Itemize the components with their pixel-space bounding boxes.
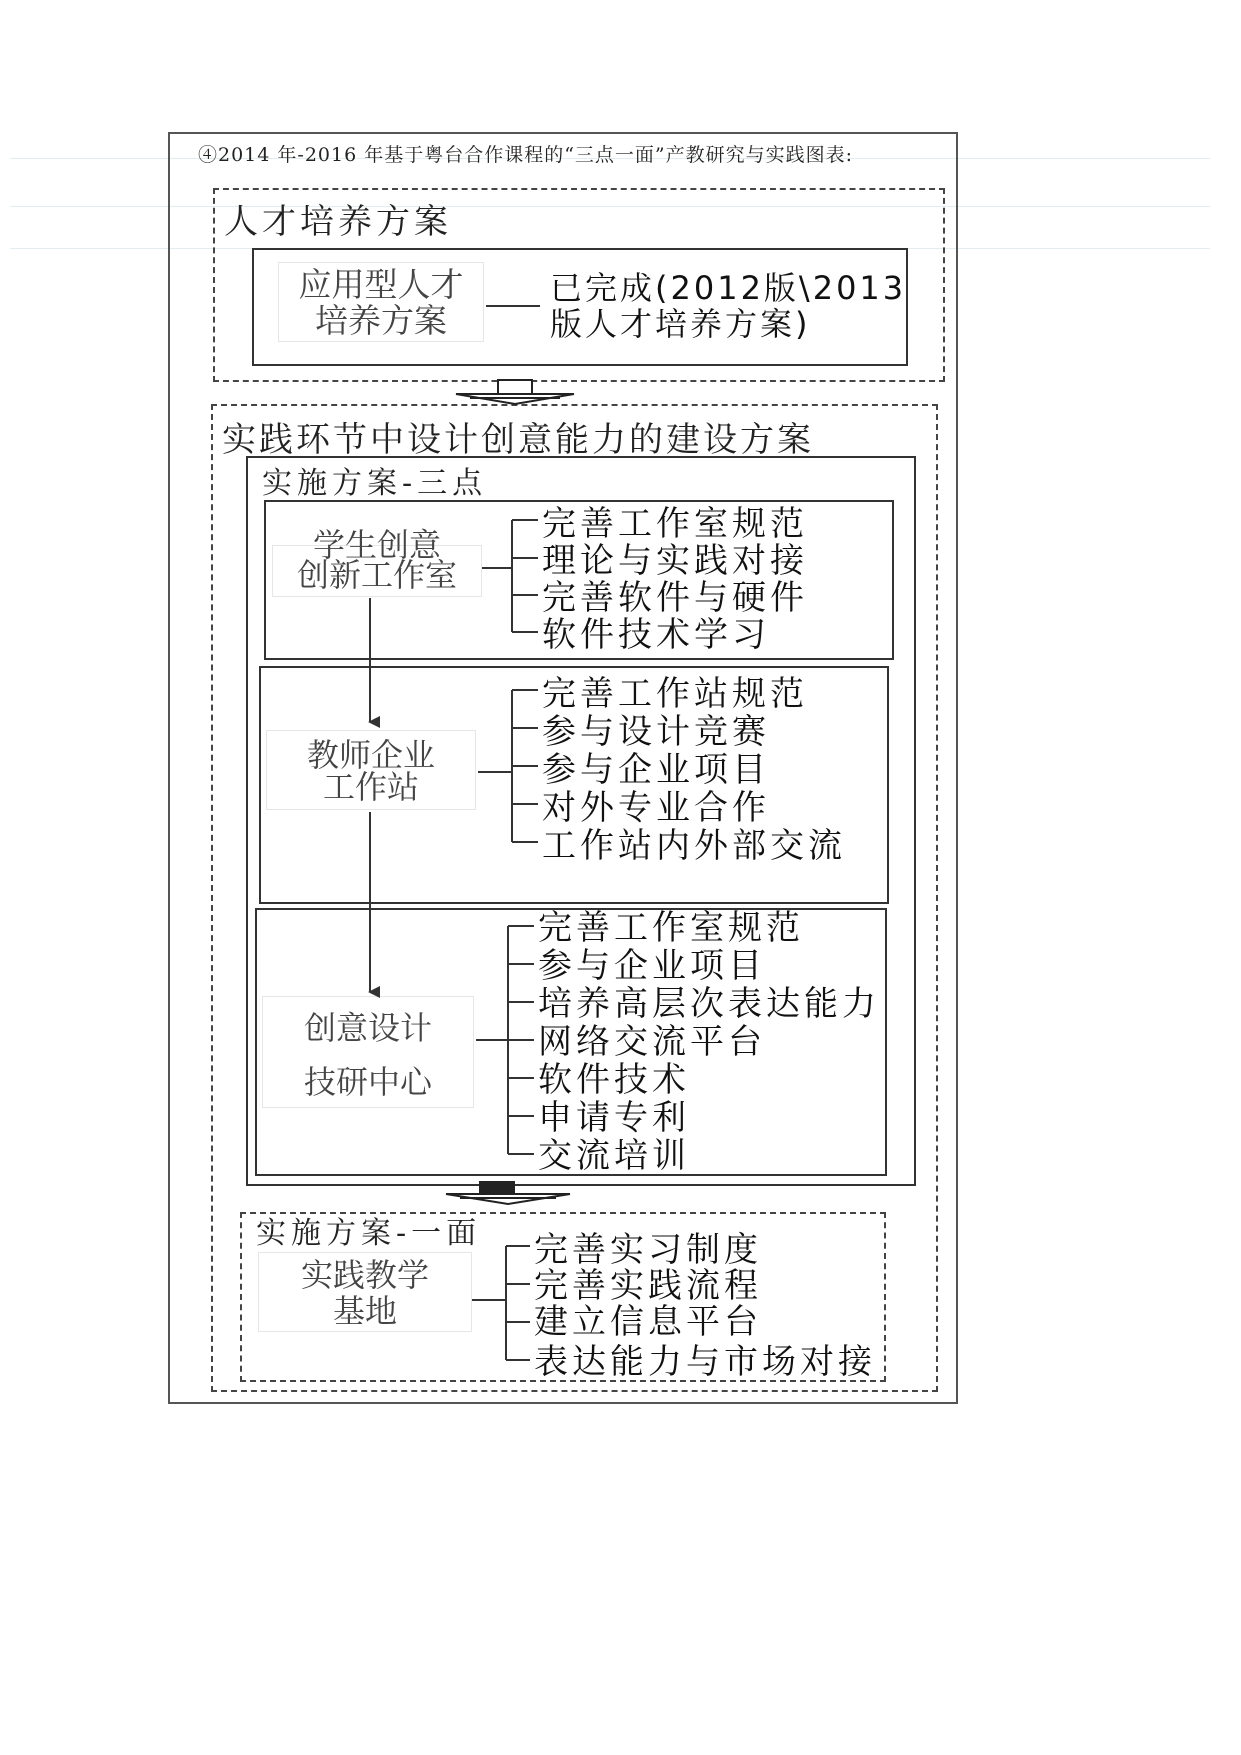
applied-talent-plan-label: 培养方案 [315, 301, 447, 340]
group2-item: 参与企业项目 [542, 750, 770, 790]
group3-item: 软件技术 [538, 1060, 690, 1100]
group2-item: 对外专业合作 [542, 788, 770, 828]
three-points-title: 实施方案-三点 [262, 466, 488, 501]
group1-item: 完善软件与硬件 [542, 578, 808, 618]
teacher-workstation-label: 工作站 [322, 768, 419, 806]
group1-item: 理论与实践对接 [542, 541, 808, 581]
group2-item: 完善工作站规范 [542, 674, 808, 714]
applied-talent-plan-label: 应用型人才 [298, 265, 464, 304]
design-research-center-label: 技研中心 [303, 1063, 432, 1101]
group3-item: 培养高层次表达能力 [538, 984, 880, 1024]
completed-result-line: 已完成(2012版\2013 [550, 269, 907, 307]
student-studio-label: 创新工作室 [296, 556, 457, 594]
group2-item: 参与设计竞赛 [542, 712, 770, 752]
design-research-center-label: 创意设计 [303, 1009, 432, 1047]
one-face-item: 完善实践流程 [534, 1266, 762, 1306]
group3-item: 参与企业项目 [538, 946, 766, 986]
block-arrow-down [446, 1182, 570, 1204]
section-talent-plan-title: 人才培养方案 [224, 202, 452, 242]
diagram-caption: ④2014 年-2016 年基于粤台合作课程的“三点一面”产教研究与实践图表: [198, 144, 854, 166]
student-studio-label: 学生创意 [312, 526, 441, 564]
one-face-item: 完善实习制度 [534, 1230, 762, 1270]
section-design-ability-title: 实践环节中设计创意能力的建设方案 [222, 420, 814, 460]
group3-item: 交流培训 [538, 1136, 690, 1176]
completed-result-line: 版人才培养方案) [550, 305, 811, 343]
group3-item: 完善工作室规范 [538, 908, 804, 948]
block-arrow-down [456, 380, 574, 404]
group1-item: 软件技术学习 [542, 615, 770, 655]
one-face-item: 表达能力与市场对接 [534, 1342, 876, 1382]
group3-item: 申请专利 [538, 1098, 690, 1138]
practice-base-label: 实践教学 [300, 1256, 429, 1294]
teacher-workstation-label: 教师企业 [306, 736, 435, 774]
group2-item: 工作站内外部交流 [542, 826, 846, 866]
one-face-item: 建立信息平台 [534, 1302, 762, 1342]
practice-base-label: 基地 [332, 1292, 397, 1330]
group3-item: 网络交流平台 [538, 1022, 766, 1062]
one-face-title: 实施方案-一面 [256, 1216, 482, 1251]
group1-item: 完善工作室规范 [542, 504, 808, 544]
